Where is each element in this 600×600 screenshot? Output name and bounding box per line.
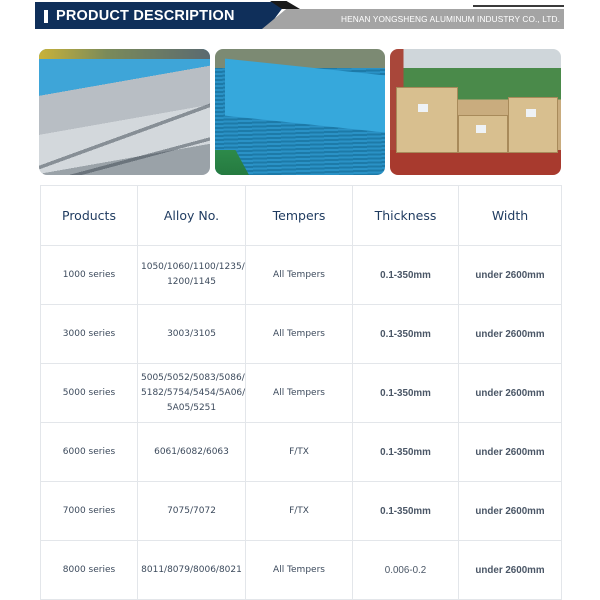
- cell-thickness: 0.1-350mm: [353, 423, 459, 482]
- table-header-row: [41, 186, 562, 246]
- crate: [396, 87, 458, 153]
- cell-alloy: 6061/6082/6063: [138, 423, 246, 482]
- cell-temper: All Tempers: [246, 246, 353, 305]
- header-products: Products: [41, 186, 138, 246]
- header-alloy-no: Alloy No.: [138, 186, 246, 246]
- cell-alloy: 3003/3105: [138, 305, 246, 364]
- crate-label: [526, 109, 536, 117]
- vertical-bar-icon: [44, 10, 48, 23]
- table-row: [41, 364, 562, 423]
- cell-temper: All Tempers: [246, 541, 353, 600]
- cell-width: under 2600mm: [459, 305, 562, 364]
- cell-product: 7000 series: [41, 482, 138, 541]
- header-width: Width: [459, 186, 562, 246]
- section-title-text: PRODUCT DESCRIPTION: [56, 8, 235, 24]
- photo-aluminum-sheets: [39, 49, 210, 175]
- table-row: [41, 246, 562, 305]
- cell-width: under 2600mm: [459, 541, 562, 600]
- cell-width: under 2600mm: [459, 482, 562, 541]
- cell-thickness: 0.1-350mm: [353, 482, 459, 541]
- specification-table: [40, 185, 562, 600]
- product-photo-gallery: [39, 49, 561, 175]
- crate: [508, 97, 558, 153]
- cell-thickness: 0.1-350mm: [353, 364, 459, 423]
- cell-temper: F/TX: [246, 423, 353, 482]
- header-tempers: Tempers: [246, 186, 353, 246]
- cell-temper: All Tempers: [246, 364, 353, 423]
- table-row: [41, 482, 562, 541]
- photo-checkered-plates: [215, 49, 385, 175]
- cell-temper: F/TX: [246, 482, 353, 541]
- table-row: [41, 305, 562, 364]
- cell-product: 8000 series: [41, 541, 138, 600]
- cell-width: under 2600mm: [459, 364, 562, 423]
- cell-alloy: 8011/8079/8006/8021: [138, 541, 246, 600]
- header-thickness: Thickness: [353, 186, 459, 246]
- cell-product: 6000 series: [41, 423, 138, 482]
- cell-thickness: 0.1-350mm: [353, 246, 459, 305]
- crate: [458, 115, 508, 153]
- cell-product: 5000 series: [41, 364, 138, 423]
- cell-alloy: 7075/7072: [138, 482, 246, 541]
- cell-product: 3000 series: [41, 305, 138, 364]
- banner-top-line: [473, 5, 564, 7]
- crate-label: [476, 125, 486, 133]
- cell-alloy: 5005/5052/5083/5086/ 5182/5754/5454/5A06/ 5A05/5251: [138, 364, 246, 423]
- crate-label: [418, 104, 428, 112]
- cell-alloy: 1050/1060/1100/1235/ 1200/1145: [138, 246, 246, 305]
- table-row: [41, 423, 562, 482]
- section-title: [44, 5, 235, 27]
- table-row: [41, 541, 562, 600]
- cell-product: 1000 series: [41, 246, 138, 305]
- cell-thickness: 0.1-350mm: [353, 305, 459, 364]
- cell-thickness: 0.006-0.2: [353, 541, 459, 600]
- company-name: HENAN YONGSHENG ALUMINUM INDUSTRY CO., LTD.: [341, 14, 560, 24]
- photo-shipping-crates: [390, 49, 561, 175]
- cell-temper: All Tempers: [246, 305, 353, 364]
- cell-width: under 2600mm: [459, 423, 562, 482]
- cell-width: under 2600mm: [459, 246, 562, 305]
- section-header-banner: [0, 0, 600, 34]
